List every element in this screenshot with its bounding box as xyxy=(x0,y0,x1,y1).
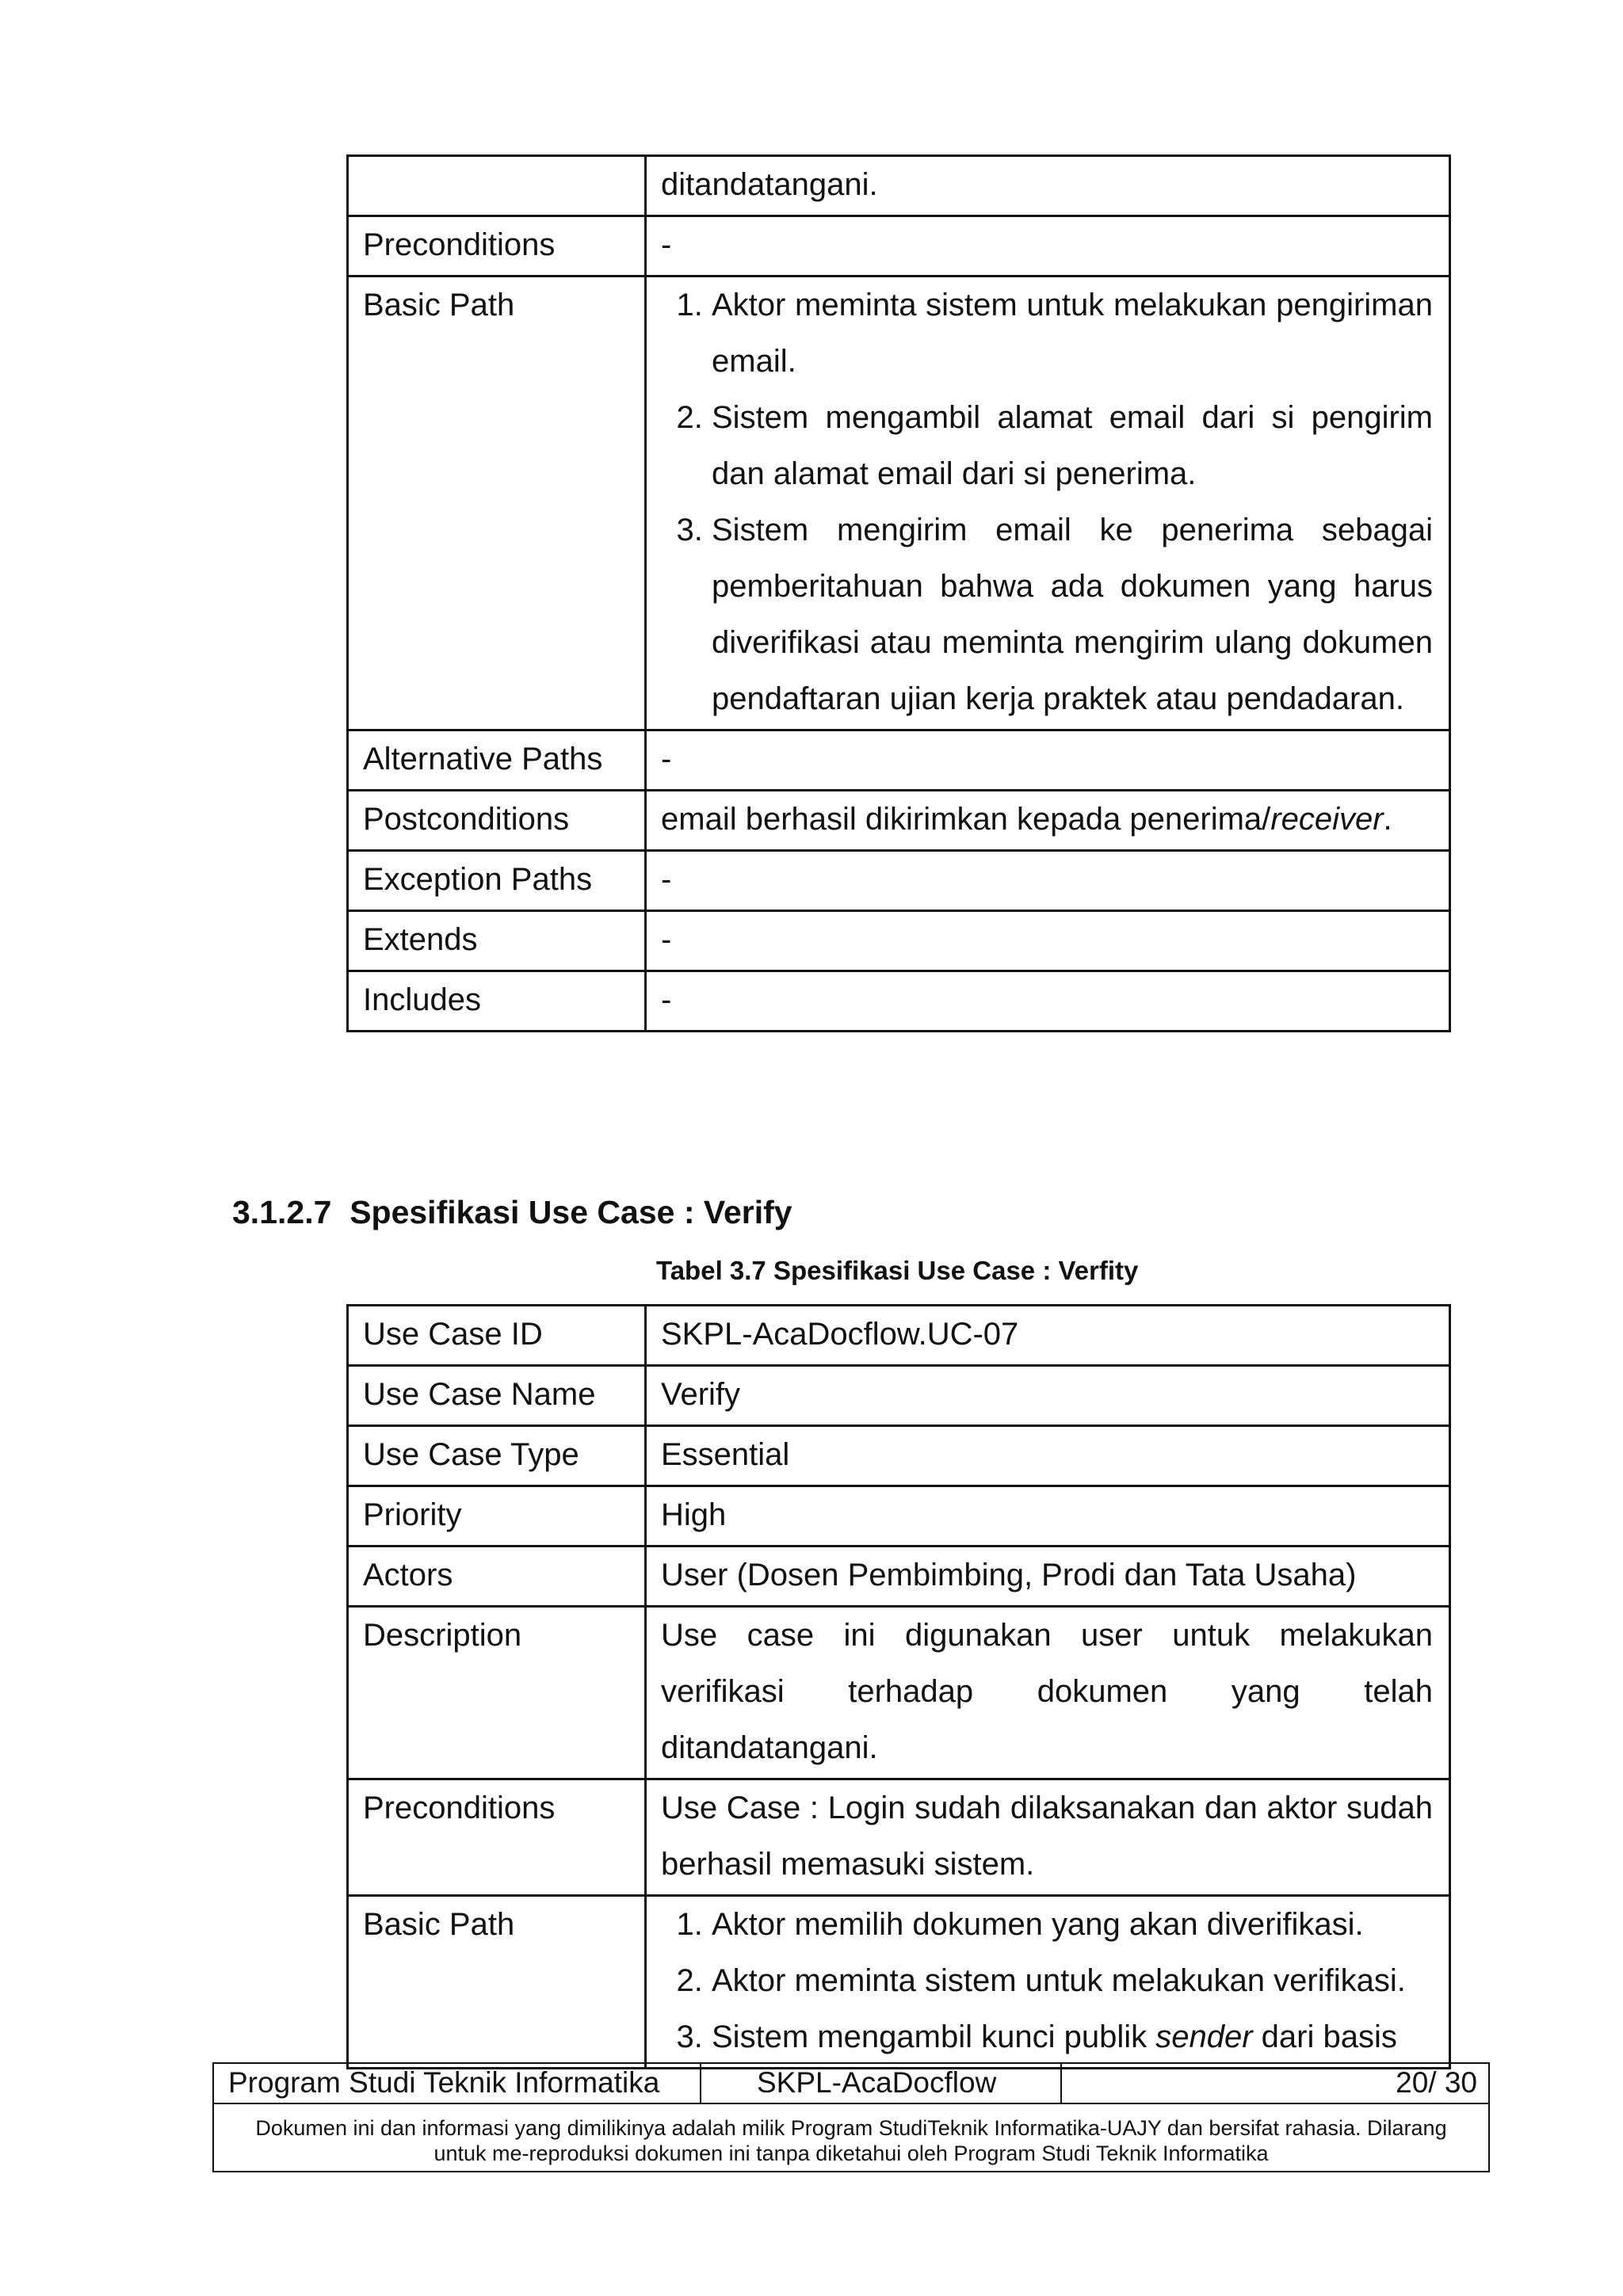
basic-path-step: 2. Aktor meminta sistem untuk melakukan verifikasi. xyxy=(712,1953,1433,2009)
basic-path-step: 1. Aktor meminta sistem untuk melakukan pengiriman email. xyxy=(712,277,1433,390)
row-label-use-case-id: Use Case ID xyxy=(348,1306,646,1366)
section-title: Spesifikasi Use Case : Verify xyxy=(349,1194,792,1230)
row-label-includes: Includes xyxy=(348,971,646,1032)
table-row xyxy=(348,156,1450,216)
basic-path-step: 3. Sistem mengirim email ke penerima sebagai pemberitahuan bahwa ada dokumen yang harus diverifikasi atau meminta mengirim ulang dokumen pendaftaran ujian kerja praktek atau pendadaran. xyxy=(712,502,1433,727)
basic-path-step xyxy=(712,2009,1433,2065)
table-row xyxy=(348,1426,1450,1486)
row-value-alternative-paths: - xyxy=(646,730,1450,791)
use-case-table-verify xyxy=(346,1304,1451,2069)
postconditions-suffix: . xyxy=(1383,802,1392,837)
row-label xyxy=(348,156,646,216)
page-footer xyxy=(212,2062,1490,2172)
row-label-priority: Priority xyxy=(348,1486,646,1547)
table-row xyxy=(348,1547,1450,1607)
table-row xyxy=(348,1306,1450,1366)
table-row xyxy=(348,1486,1450,1547)
table-row xyxy=(348,1896,1450,2069)
row-label-postconditions: Postconditions xyxy=(348,791,646,851)
footer-info-row xyxy=(214,2064,1488,2104)
table-row xyxy=(348,730,1450,791)
row-label-preconditions: Preconditions xyxy=(348,1779,646,1896)
row-label-description: Description xyxy=(348,1607,646,1779)
row-value-description: Use case ini digunakan user untuk melakukan verifikasi terhadap dokumen yang telah ditandatangani. xyxy=(646,1607,1450,1779)
row-value-exception-paths: - xyxy=(646,851,1450,911)
use-case-table-continued xyxy=(346,154,1451,1032)
row-label-actors: Actors xyxy=(348,1547,646,1607)
row-value-priority: High xyxy=(646,1486,1450,1547)
row-value-basic-path xyxy=(646,277,1450,730)
footer-note-line: untuk me-reproduksi dokumen ini tanpa diketahui oleh Program Studi Teknik Informatika xyxy=(433,2142,1269,2165)
section-number: 3.1.2.7 xyxy=(232,1194,332,1230)
row-label-exception-paths: Exception Paths xyxy=(348,851,646,911)
basic-path-step: 1. Aktor memilih dokumen yang akan diverifikasi. xyxy=(712,1897,1433,1953)
table-row xyxy=(348,1779,1450,1896)
row-value-use-case-id: SKPL-AcaDocflow.UC-07 xyxy=(646,1306,1450,1366)
row-label-preconditions: Preconditions xyxy=(348,216,646,277)
table-row xyxy=(348,971,1450,1032)
footer-program: Program Studi Teknik Informatika xyxy=(214,2064,701,2103)
row-value-postconditions xyxy=(646,791,1450,851)
footer-page-number: 20/ 30 xyxy=(1396,2066,1477,2099)
basic-path-steps xyxy=(661,1897,1433,2065)
footer-doc-id: SKPL-AcaDocflow xyxy=(701,2064,1062,2103)
table-row xyxy=(348,911,1450,971)
table-row xyxy=(348,277,1450,730)
table-row xyxy=(348,1607,1450,1779)
basic-path-steps xyxy=(661,277,1433,727)
postconditions-text: email berhasil dikirimkan kepada penerima/ xyxy=(661,802,1271,837)
table-row xyxy=(348,851,1450,911)
row-label-extends: Extends xyxy=(348,911,646,971)
step3-suffix: dari basis xyxy=(1252,2019,1397,2054)
row-label-basic-path: Basic Path xyxy=(348,1896,646,2069)
row-label-alternative-paths: Alternative Paths xyxy=(348,730,646,791)
table-row xyxy=(348,791,1450,851)
row-value-use-case-name: Verify xyxy=(646,1366,1450,1426)
row-label-use-case-type: Use Case Type xyxy=(348,1426,646,1486)
postconditions-italic: receiver xyxy=(1270,802,1384,837)
row-value: ditandatangani. xyxy=(646,156,1450,216)
basic-path-step: 2. Sistem mengambil alamat email dari si pengirim dan alamat email dari si penerima. xyxy=(712,390,1433,502)
step3-text: Sistem mengambil kunci publik xyxy=(712,2019,1156,2054)
row-label-basic-path: Basic Path xyxy=(348,277,646,730)
table-row xyxy=(348,216,1450,277)
table-caption: Tabel 3.7 Spesifikasi Use Case : Verfity xyxy=(656,1256,1139,1285)
footer-note-line: Dokumen ini dan informasi yang dimilikinya adalah milik Program StudiTeknik Informatika-UAJY dan bersifat rahasia. Dilarang xyxy=(255,2116,1447,2140)
row-label-use-case-name: Use Case Name xyxy=(348,1366,646,1426)
row-value-includes: - xyxy=(646,971,1450,1032)
section-heading xyxy=(232,1192,792,1232)
table-row xyxy=(348,1366,1450,1426)
footer-confidentiality-note xyxy=(214,2104,1488,2171)
row-value-actors: User (Dosen Pembimbing, Prodi dan Tata Usaha) xyxy=(646,1547,1450,1607)
row-value-basic-path xyxy=(646,1896,1450,2069)
step3-italic: sender xyxy=(1155,2019,1253,2054)
row-value-preconditions: Use Case : Login sudah dilaksanakan dan aktor sudah berhasil memasuki sistem. xyxy=(646,1779,1450,1896)
row-value-extends: - xyxy=(646,911,1450,971)
row-value-preconditions: - xyxy=(646,216,1450,277)
row-value-use-case-type: Essential xyxy=(646,1426,1450,1486)
